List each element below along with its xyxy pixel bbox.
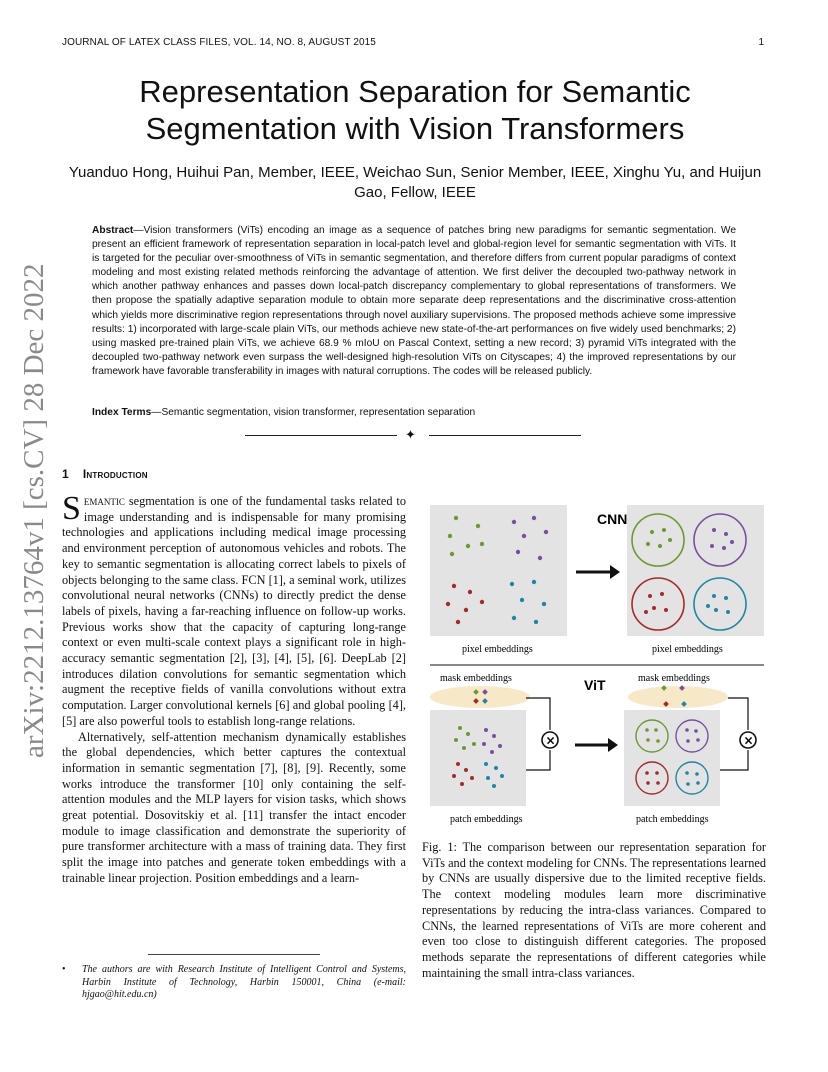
footnote-rule [148, 954, 320, 955]
figure-1 [430, 500, 764, 830]
mask-ellipse-left [430, 686, 530, 708]
cnn-left-panel [430, 505, 567, 636]
abstract-label: Abstract [92, 225, 134, 236]
pixel-embeddings-left: pixel embeddings [462, 644, 533, 655]
section-heading [62, 467, 148, 481]
section-title: Introduction [82, 467, 148, 481]
running-header: JOURNAL OF LATEX CLASS FILES, VOL. 14, NO. 8, AUGUST 2015 [62, 37, 376, 48]
figure-1-diagram [430, 500, 764, 830]
mask-embeddings-left: mask embeddings [440, 673, 512, 684]
vit-left-panel [430, 710, 526, 806]
pixel-embeddings-right: pixel embeddings [652, 644, 723, 655]
footnote-bullet-icon: • [62, 964, 66, 975]
vit-label: ViT [584, 677, 606, 693]
section-number: 1 [62, 467, 69, 481]
body-column-left [62, 490, 406, 887]
paragraph-2: Alternatively, self-attention mechanism dynamically establishes the global dependencies, which better captures the contextual information in semantic segmentation [7], [8], [9]. Recently, some works introduce the transformer [10] only containing the self-attention modules and the MLP layers for vision tasks, which shows great potential. Dosovitskiy et al. [11] transfer the intact encoder module to image classification and demonstrate the superiority of pure transformer architecture with a mass of training data. They first split the image into patches and generate token embeddings with a trainable linear projection. Position embeddings and a learn- [62, 729, 406, 885]
mask-ellipse-right [628, 686, 728, 708]
vit-arrow-icon [575, 738, 618, 752]
figure-caption: Fig. 1: The comparison between our representation separation for ViTs and the context modeling for CNNs. The representations learned by CNNs are usually dispersive due to the limited receptive fields. The context modeling modules learn more discriminative representations by reducing the intra-class variances. Compared to CNNs, the learned representations of ViTs are more coherent and even too close to distinguish different categories. The proposed methods separate the representations of different categories while maintaining the small intra-class variances. [422, 840, 766, 980]
multiply-node-left-icon [526, 698, 558, 770]
multiply-node-right-icon [720, 698, 756, 770]
patch-embeddings-right: patch embeddings [636, 814, 709, 825]
page-number: 1 [758, 37, 764, 48]
patch-embeddings-left: patch embeddings [450, 814, 523, 825]
paragraph-1 [62, 490, 406, 730]
index-terms-label: Index Terms [92, 407, 152, 418]
divider-line-right [429, 435, 581, 436]
index-terms [92, 407, 736, 418]
footnote-text: The authors are with Research Institute of Intelligent Control and Systems, Harbin Institute of Technology, Harbin 150001, China (e-mail: hjgao@hit.edu.cn) [82, 964, 406, 1001]
abstract [92, 224, 736, 379]
author-list: Yuanduo Hong, Huihui Pan, Member, IEEE, Weichao Sun, Senior Member, IEEE, Xinghu Yu, and Huijun Gao, Fellow, IEEE [68, 164, 762, 201]
svg-text:×: × [545, 733, 556, 748]
paragraph-1-text: segmentation is one of the fundamental tasks related to image understanding and is indispensable for many promising technologies and applications including medical image processing and environment perception of autonomous vehicles and robots. The key to semantic segmentation is allocating correct labels to pixels of objects belonging to the same class. FCN [1], a seminal work, utilizes convolutional neural networks (CNNs) to directly predict the dense labels of pixels, having a far-reaching influence on follow-up works. Previous works show that the capacity of capturing long-range context or even multi-scale context plays a significant role in high-accuracy semantic segmentation [2], [3], [4], [5], [6]. DeepLab [2] introduces dilation convolutions for semantic segmentation which augment the receptive fields of vanilla convolutions without extra computation. Larger convolutional kernels [6] and global pooling [4], [5] are also powerful tools to establish long-range relations. [62, 494, 406, 728]
footnote [62, 964, 406, 1002]
arxiv-stamp: arXiv:2212.13764v1 [cs.CV] 28 Dec 2022 [18, 263, 50, 758]
paper-title: Representation Separation for Semantic Segmentation with Vision Transformers [139, 74, 691, 146]
divider-line-left [245, 435, 397, 436]
abstract-text: —Vision transformers (ViTs) encoding an image as a sequence of patches bring new paradigms for semantic segmentation. We present an efficient framework of representation separation in local-patch level and global-region level for semantic segmentation with ViTs. It is targeted for the peculiar over-smoothness of ViTs in semantic segmentation, and therefore differs from current popular paradigms of context modeling and most existing related methods reinforcing the advantage of attention. We first deliver the decoupled two-pathway network in which another pathway enhances and passes down local-patch discrepancy complementary to global representations of transformers. We then propose the spatially adaptive separation module to obtain more separate deep representations and the discriminative cross-attention which yields more discriminative region representations through novel auxiliary supervisions. The proposed methods achieve some impressive results: 1) incorporated with large-scale plain ViTs, our methods achieve new state-of-the-art performances on five widely used benchmarks; 2) using masked pre-trained plain ViTs, we achieve 68.9 % mIoU on Pascal Context, setting a new record; 3) pyramid ViTs integrated with the decoupled two-pathway network even surpass the well-designed high-resolution ViTs on Cityscapes; 4) the improved representations by our framework have favorable transferability in images with natural corruptions. The codes will be released publicly. [92, 225, 736, 377]
cnn-label: CNN [597, 511, 628, 527]
cnn-arrow-icon [576, 565, 620, 579]
divider-ornament-icon: ✦ [405, 427, 416, 442]
vit-right-panel [624, 710, 720, 806]
mask-embeddings-right: mask embeddings [638, 673, 710, 684]
svg-text:×: × [743, 733, 754, 748]
section-divider [245, 427, 583, 442]
paragraph-1-lead: emantic [83, 494, 125, 508]
drop-cap: S [62, 490, 81, 527]
index-terms-text: —Semantic segmentation, vision transformer, representation separation [151, 407, 476, 418]
